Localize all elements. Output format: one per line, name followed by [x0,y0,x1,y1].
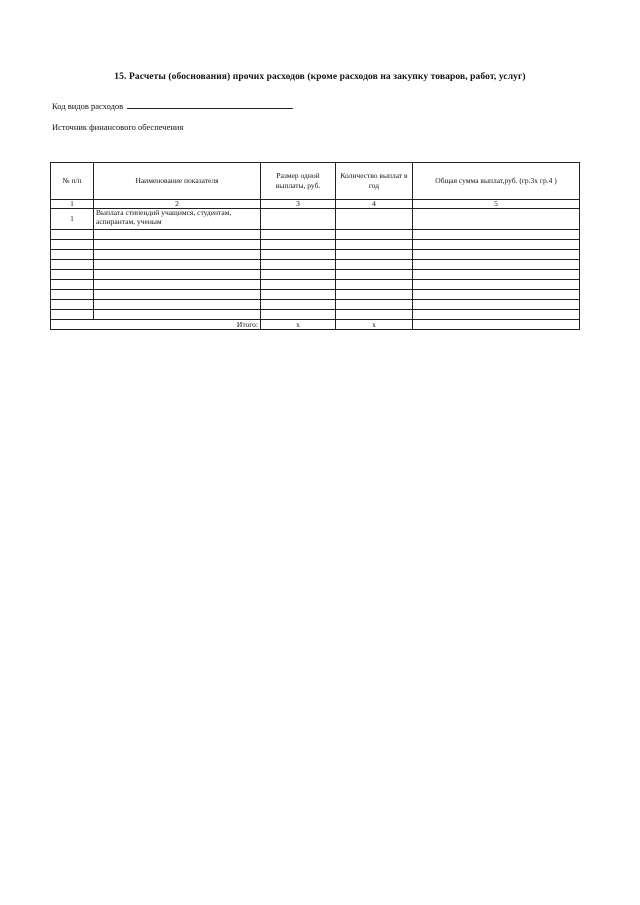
expense-code-field [52,100,293,111]
empty-cell[interactable] [94,230,261,240]
header-total: Общая сумма выплат,руб. (гр.3х гр.4 ) [413,163,580,200]
empty-cell[interactable] [51,270,94,280]
empty-cell[interactable] [261,260,336,270]
table-row [51,260,580,270]
table-row [51,280,580,290]
column-number-row [51,200,580,209]
empty-cell[interactable] [261,290,336,300]
header-name: Наименование показателя [94,163,261,200]
empty-cell[interactable] [94,300,261,310]
expense-code-label: Код видов расходов [52,101,124,111]
empty-cell[interactable] [413,300,580,310]
empty-cell[interactable] [413,240,580,250]
empty-cell[interactable] [94,290,261,300]
expense-code-underline[interactable] [127,100,293,109]
empty-cell[interactable] [51,280,94,290]
header-count: Количество выплат в год [336,163,413,200]
total-sum-cell[interactable] [413,320,580,330]
empty-cell[interactable] [261,250,336,260]
empty-cell[interactable] [413,230,580,240]
empty-cell[interactable] [51,240,94,250]
empty-cell[interactable] [261,280,336,290]
header-amount: Размер одной выплаты, руб. [261,163,336,200]
expense-table [50,162,580,330]
empty-cell[interactable] [51,230,94,240]
empty-cell[interactable] [51,250,94,260]
empty-cell[interactable] [413,310,580,320]
empty-cell[interactable] [94,260,261,270]
column-number: 1 [51,200,94,209]
empty-cell[interactable] [336,270,413,280]
empty-cell[interactable] [94,250,261,260]
empty-cell[interactable] [336,260,413,270]
empty-cell[interactable] [261,230,336,240]
empty-cell[interactable] [261,240,336,250]
empty-cell[interactable] [51,300,94,310]
empty-cell[interactable] [51,260,94,270]
row-total-cell[interactable] [413,209,580,230]
page-title: 15. Расчеты (обоснования) прочих расходов (кроме расходов на закупку товаров, работ, услуг) [114,72,526,82]
total-amount-cell: х [261,320,336,330]
column-number: 5 [413,200,580,209]
table-row [51,230,580,240]
funding-source-field [52,122,183,132]
empty-cell[interactable] [94,240,261,250]
empty-cell[interactable] [336,250,413,260]
table-row [51,290,580,300]
table-row [51,270,580,280]
empty-cell[interactable] [261,270,336,280]
table-row [51,250,580,260]
total-label: Итого: [51,320,261,330]
table-row [51,300,580,310]
empty-cell[interactable] [51,290,94,300]
row-amount-cell[interactable] [261,209,336,230]
empty-cell[interactable] [413,260,580,270]
row-num-cell: 1 [51,209,94,230]
empty-cell[interactable] [413,280,580,290]
empty-cell[interactable] [94,280,261,290]
empty-cell[interactable] [413,270,580,280]
column-number: 2 [94,200,261,209]
column-number: 4 [336,200,413,209]
total-row [51,320,580,330]
empty-cell[interactable] [261,300,336,310]
table-row [51,209,580,230]
empty-cell[interactable] [51,310,94,320]
table-row [51,240,580,250]
funding-source-label: Источник финансового обеспечения [52,122,184,132]
table-row [51,310,580,320]
empty-cell[interactable] [261,310,336,320]
empty-cell[interactable] [336,300,413,310]
empty-cell[interactable] [336,240,413,250]
empty-cell[interactable] [413,290,580,300]
table-header-row [51,163,580,200]
empty-cell[interactable] [94,270,261,280]
empty-cell[interactable] [336,290,413,300]
empty-cell[interactable] [94,310,261,320]
empty-cell[interactable] [336,230,413,240]
empty-cell[interactable] [336,310,413,320]
header-num: № п/п [51,163,94,200]
column-number: 3 [261,200,336,209]
empty-cell[interactable] [413,250,580,260]
empty-cell[interactable] [336,280,413,290]
total-count-cell: х [336,320,413,330]
row-count-cell[interactable] [336,209,413,230]
row-name-cell: Выплата стипендий учащимся, студентам, аспирантам, ученым [94,209,261,230]
